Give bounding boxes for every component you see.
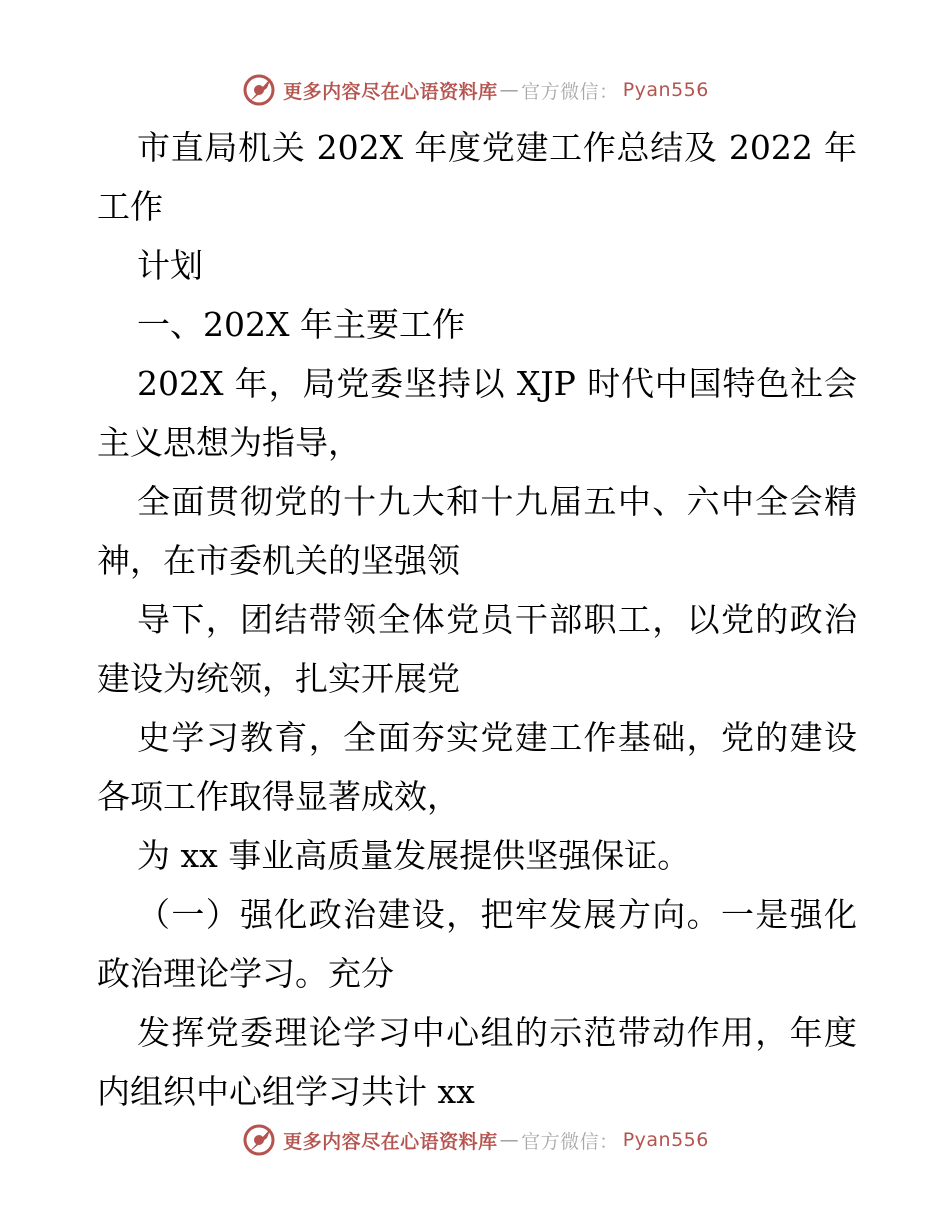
banner-official-label: 官方微信：: [521, 80, 619, 103]
banner-wechat-id: Pyan556: [622, 79, 709, 101]
text-line: 市直局机关 202X 年度党建工作总结及 2022 年: [137, 128, 857, 167]
text-line: 一、202X 年主要工作: [137, 305, 465, 344]
banner-dash: —: [499, 79, 520, 101]
text-line: 内组织中心组学习共计 xx: [97, 1072, 475, 1111]
text-line: 各项工作取得显著成效，: [97, 777, 460, 816]
banner-official-label: 官方微信：: [521, 1130, 619, 1153]
text-line: 为 xx 事业高质量发展提供坚强保证。: [137, 836, 691, 875]
banner-text: 更多内容尽在心语资料库: [283, 80, 498, 103]
quill-logo-icon: [241, 72, 277, 108]
text-line: 建设为统领，扎实开展党: [97, 659, 460, 698]
banner-text: 更多内容尽在心语资料库: [283, 1130, 498, 1153]
footer-banner: [0, 1120, 950, 1160]
text-line: 202X 年，局党委坚持以 XJP 时代中国特色社会: [137, 364, 857, 403]
text-line: 政治理论学习。充分: [97, 954, 394, 993]
text-line: 史学习教育，全面夯实党建工作基础，党的建设: [137, 718, 857, 757]
text-line: （一）强化政治建设，把牢发展方向。一是强化: [137, 895, 857, 934]
text-line: 神，在市委机关的坚强领: [97, 541, 460, 580]
header-banner: [0, 70, 950, 110]
text-line: 主义思想为指导，: [97, 423, 361, 462]
text-line: 全面贯彻党的十九大和十九届五中、六中全会精: [137, 482, 857, 521]
text-line: 工作: [97, 187, 163, 226]
banner-dash: —: [499, 1129, 520, 1151]
text-line: 导下，团结带领全体党员干部职工，以党的政治: [137, 600, 857, 639]
document-body: [97, 118, 857, 1121]
banner-wechat-id: Pyan556: [622, 1129, 709, 1151]
text-line: 发挥党委理论学习中心组的示范带动作用，年度: [137, 1013, 857, 1052]
quill-logo-icon: [241, 1122, 277, 1158]
text-line: 计划: [137, 246, 203, 285]
